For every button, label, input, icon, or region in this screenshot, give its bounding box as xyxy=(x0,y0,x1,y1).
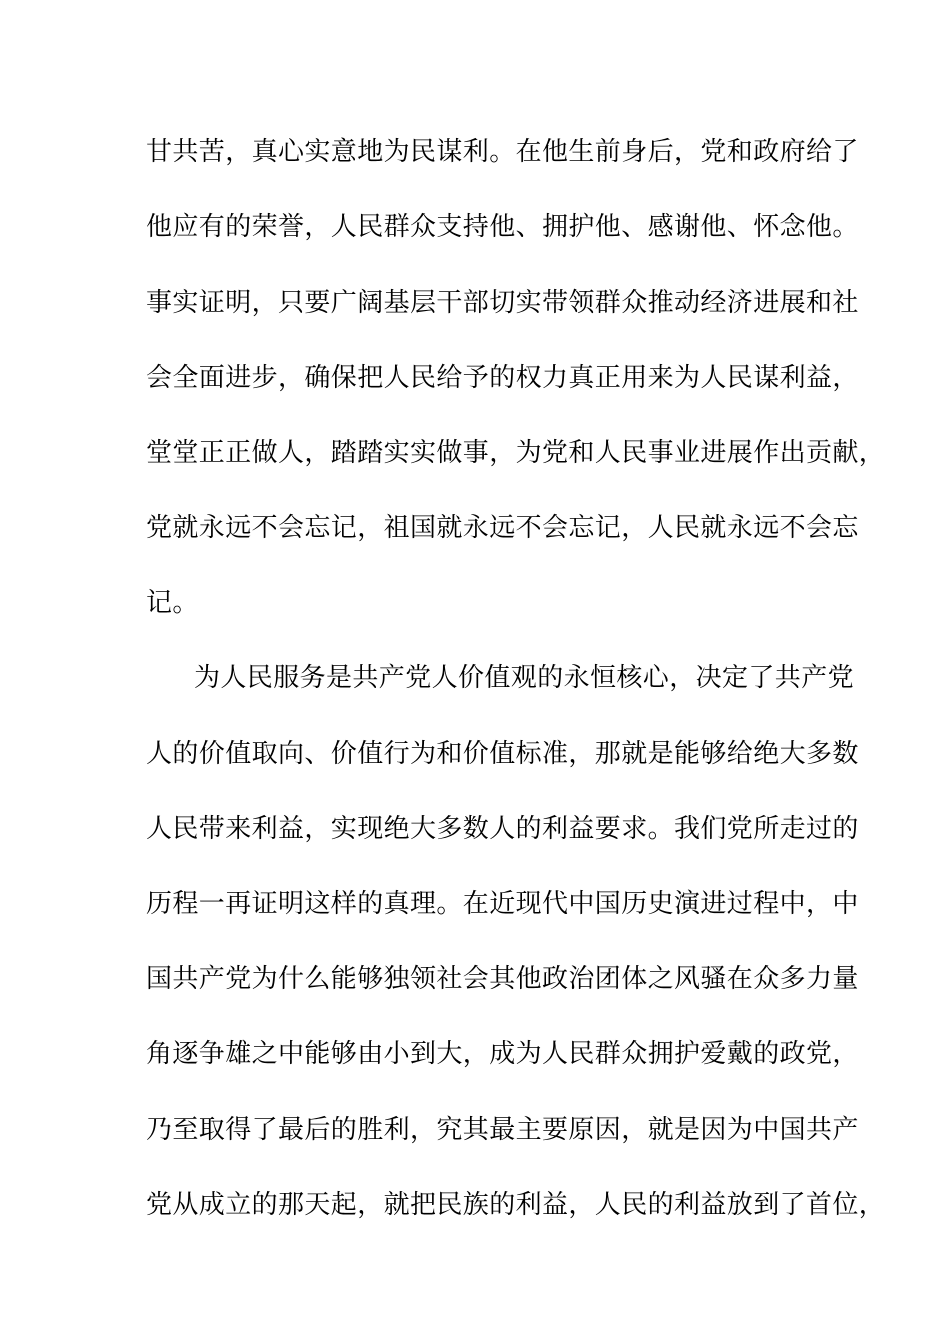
text-line: 人的价值取向、价值行为和价值标准，那就是能够给绝大多数 xyxy=(146,739,859,769)
text-line: 党从成立的那天起，就把民族的利益，人民的利益放到了首位， xyxy=(146,1190,886,1220)
text-line: 为人民服务是共产党人价值观的永恒核心，决定了共产党 xyxy=(194,663,855,693)
text-line: 历程一再证明这样的真理。在近现代中国历史演进过程中，中 xyxy=(146,889,859,919)
text-line: 党就永远不会忘记，祖国就永远不会忘记，人民就永远不会忘 xyxy=(146,513,859,543)
text-line: 国共产党为什么能够独领社会其他政治团体之风骚在众多力量 xyxy=(146,964,859,994)
text-line: 人民带来利益，实现绝大多数人的利益要求。我们党所走过的 xyxy=(146,814,859,844)
text-line: 他应有的荣誉，人民群众支持他、拥护他、感谢他、怀念他。 xyxy=(146,212,859,242)
text-line: 事实证明，只要广阔基层干部切实带领群众推动经济进展和社 xyxy=(146,288,859,318)
text-line: 会全面进步，确保把人民给予的权力真正用来为人民谋利益， xyxy=(146,363,859,393)
text-line: 记。 xyxy=(146,588,199,618)
text-line: 乃至取得了最后的胜利，究其最主要原因，就是因为中国共产 xyxy=(146,1115,859,1145)
text-line: 甘共苦，真心实意地为民谋利。在他生前身后，党和政府给了 xyxy=(146,137,859,167)
text-line: 堂堂正正做人，踏踏实实做事，为党和人民事业进展作出贡献， xyxy=(146,438,886,468)
text-line: 角逐争雄之中能够由小到大，成为人民群众拥护爱戴的政党， xyxy=(146,1039,859,1069)
